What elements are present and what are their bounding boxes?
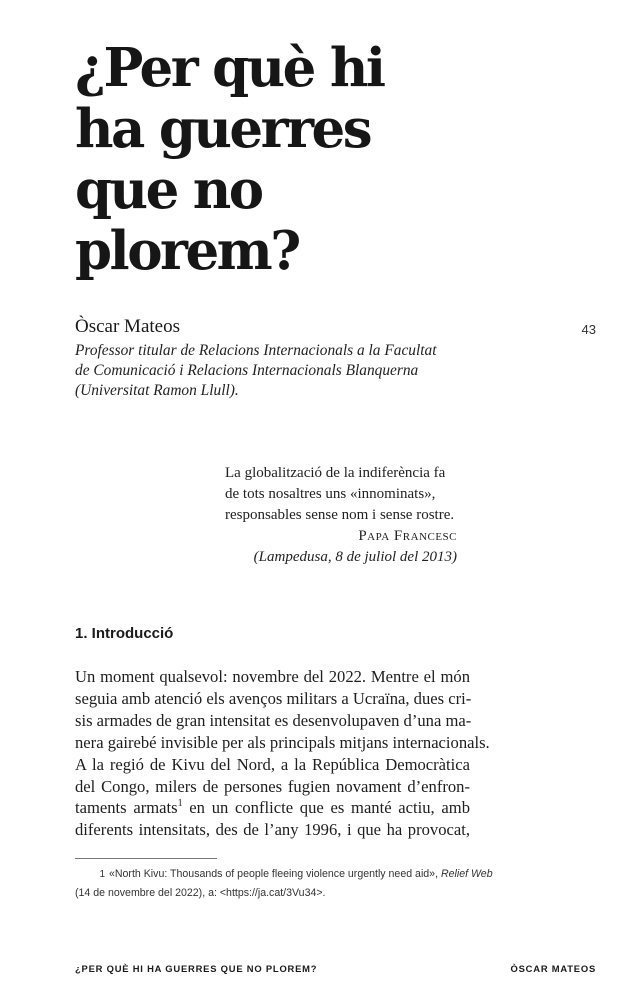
footnote-reference[interactable]: 1 <box>177 797 183 809</box>
footnote-number: 1 <box>99 869 105 880</box>
body-line: A la regió de Kivu del Nord, a la República Democràtica <box>75 754 470 774</box>
body-line: diferents intensitats, des de l’any 1996, i que ha provocat, <box>75 820 470 840</box>
running-footer-title: ¿PER QUÈ HI HA GUERRES QUE NO PLOREM? <box>75 963 318 974</box>
body-line: Un moment qualsevol: novembre del 2022. Mentre el món <box>75 667 470 686</box>
body-line: sis armades de gran intensitat es desenvolupaven d’una ma- <box>75 710 472 730</box>
page-number: 43 <box>581 322 596 337</box>
author-name: Òscar Mateos <box>75 316 180 337</box>
body-line-part: taments armats <box>75 798 178 818</box>
footnote-divider <box>75 858 217 859</box>
section-heading: 1. Introducció <box>75 625 174 642</box>
epigraph-place: (Lampedusa, 8 de juliol del 2013) <box>253 549 457 565</box>
epigraph-attribution: Papa Francesc <box>358 528 457 544</box>
title-line: ha guerres <box>75 98 371 160</box>
body-line: nera gairebé invisible per als principals mitjans internacionals. <box>75 732 490 752</box>
footnote-source: Relief Web <box>440 868 493 880</box>
body-line: del Congo, milers de persones fugien novament d’enfron- <box>75 776 470 796</box>
footnote <box>75 865 493 902</box>
title-line: plorem? <box>75 220 299 282</box>
footnote-line: (14 de novembre del 2022), a: <https://ja.cat/3Vu34>. <box>75 887 326 899</box>
article-title <box>75 38 555 282</box>
epigraph-line: de tots nosaltres uns «innominats», <box>225 486 436 502</box>
title-line: ¿Per què hi <box>75 37 384 99</box>
epigraph-line: La globalització de la indiferència fa <box>225 465 446 481</box>
body-line <box>75 797 470 819</box>
affiliation-line: (Universitat Ramon Llull). <box>75 382 239 399</box>
epigraph-line: responsables sense nom i sense rostre. <box>225 507 455 523</box>
footnote-text: «North Kivu: Thousands of people fleeing violence urgently need aid», <box>109 868 441 880</box>
footnote-line <box>75 865 493 884</box>
body-line-part: en un conflicte que es manté actiu, amb <box>182 798 470 818</box>
affiliation-line: Professor titular de Relacions Internacionals a la Facultat <box>75 342 437 359</box>
affiliation-line: de Comunicació i Relacions Internacionals Blanquerna <box>75 362 419 379</box>
title-line: que no <box>75 159 262 221</box>
body-line: seguia amb atenció els avenços militars a Ucraïna, dues cri- <box>75 688 472 708</box>
epigraph <box>225 463 457 568</box>
running-footer-author: ÒSCAR MATEOS <box>510 963 596 974</box>
author-affiliation <box>75 341 495 401</box>
body-paragraph <box>75 666 490 841</box>
